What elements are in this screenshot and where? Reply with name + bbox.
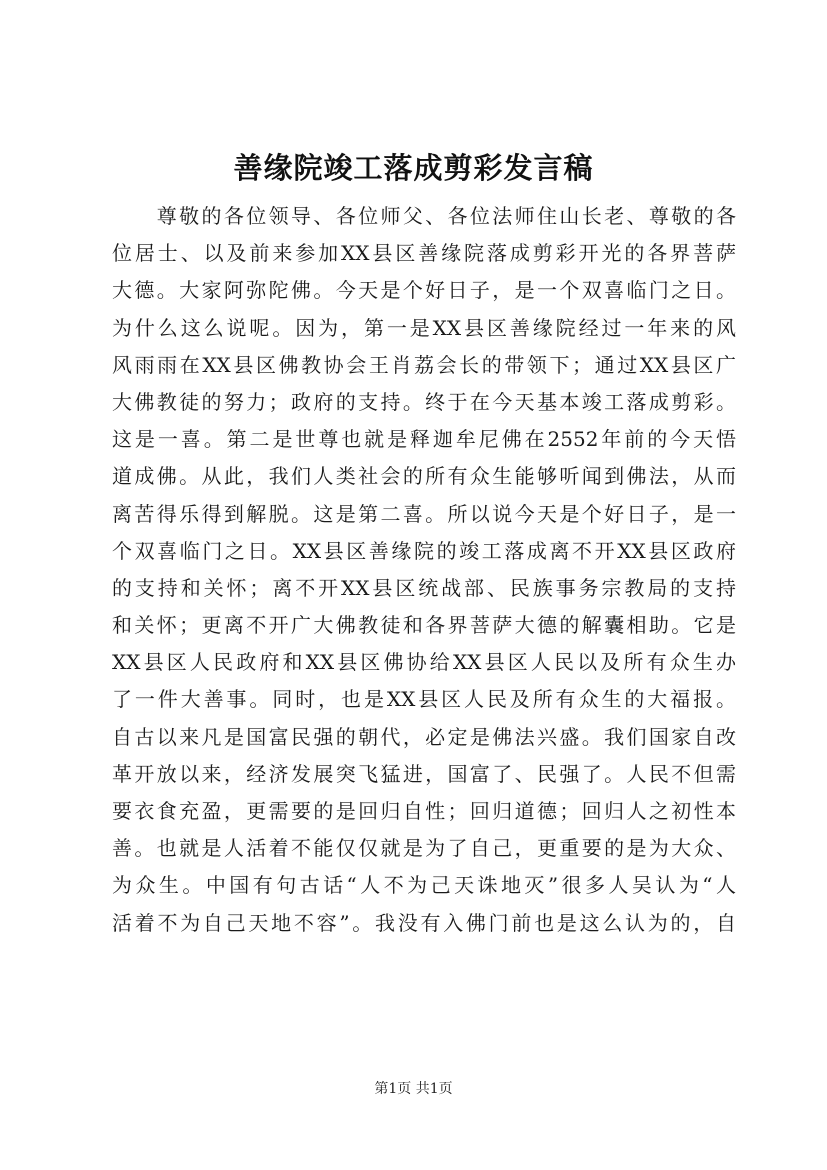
- body-line: 为什么这么说呢。因为，第一是XX县区善缘院经过一年来的风: [112, 315, 736, 340]
- body-line: 善。也就是人活着不能仅仅就是为了自己，更重要的是为大众、: [112, 836, 736, 861]
- body-line: 和关怀；更离不开广大佛教徒和各界菩萨大德的解囊相助。它是: [112, 613, 736, 638]
- body-line: 位居士、以及前来参加XX县区善缘院落成剪彩开光的各界菩萨: [112, 241, 736, 266]
- body-line: 风雨雨在XX县区佛教协会王肖荔会长的带领下；通过XX县区广: [112, 352, 736, 377]
- body-line: 道成佛。从此，我们人类社会的所有众生能够听闻到佛法，从而: [112, 464, 736, 489]
- body-line: 尊敬的各位领导、各位师父、各位法师住山长老、尊敬的各: [112, 204, 736, 228]
- body-line: 大佛教徒的努力；政府的支持。终于在今天基本竣工落成剪彩。: [112, 389, 736, 414]
- body-line: 为众生。中国有句古话“人不为己天诛地灭”很多人吴认为“人: [112, 873, 736, 898]
- body-line: 了一件大善事。同时，也是XX县区人民及所有众生的大福报。: [112, 687, 736, 712]
- document-body: [112, 198, 736, 942]
- body-line: 的支持和关怀；离不开XX县区统战部、民族事务宗教局的支持: [112, 575, 736, 600]
- body-line: 这是一喜。第二是世尊也就是释迦牟尼佛在2552年前的今天悟: [112, 427, 736, 452]
- body-line: 革开放以来，经济发展突飞猛进，国富了、民强了。人民不但需: [112, 761, 736, 786]
- body-line: XX县区人民政府和XX县区佛协给XX县区人民以及所有众生办: [112, 650, 736, 675]
- body-line: 活着不为自己天地不容”。我没有入佛门前也是这么认为的，自: [112, 910, 736, 935]
- body-line: 自古以来凡是国富民强的朝代，必定是佛法兴盛。我们国家自改: [112, 724, 736, 749]
- document-title: 善缘院竣工落成剪彩发言稿: [233, 151, 594, 185]
- body-line: 个双喜临门之日。XX县区善缘院的竣工落成离不开XX县区政府: [112, 538, 736, 563]
- page-footer: 第1页 共1页: [374, 1081, 453, 1097]
- body-line: 大德。大家阿弥陀佛。今天是个好日子，是一个双喜临门之日。: [112, 278, 736, 303]
- body-line: 离苦得乐得到解脱。这是第二喜。所以说今天是个好日子，是一: [112, 501, 736, 526]
- body-line: 要衣食充盈，更需要的是回归自性；回归道德；回归人之初性本: [112, 799, 736, 823]
